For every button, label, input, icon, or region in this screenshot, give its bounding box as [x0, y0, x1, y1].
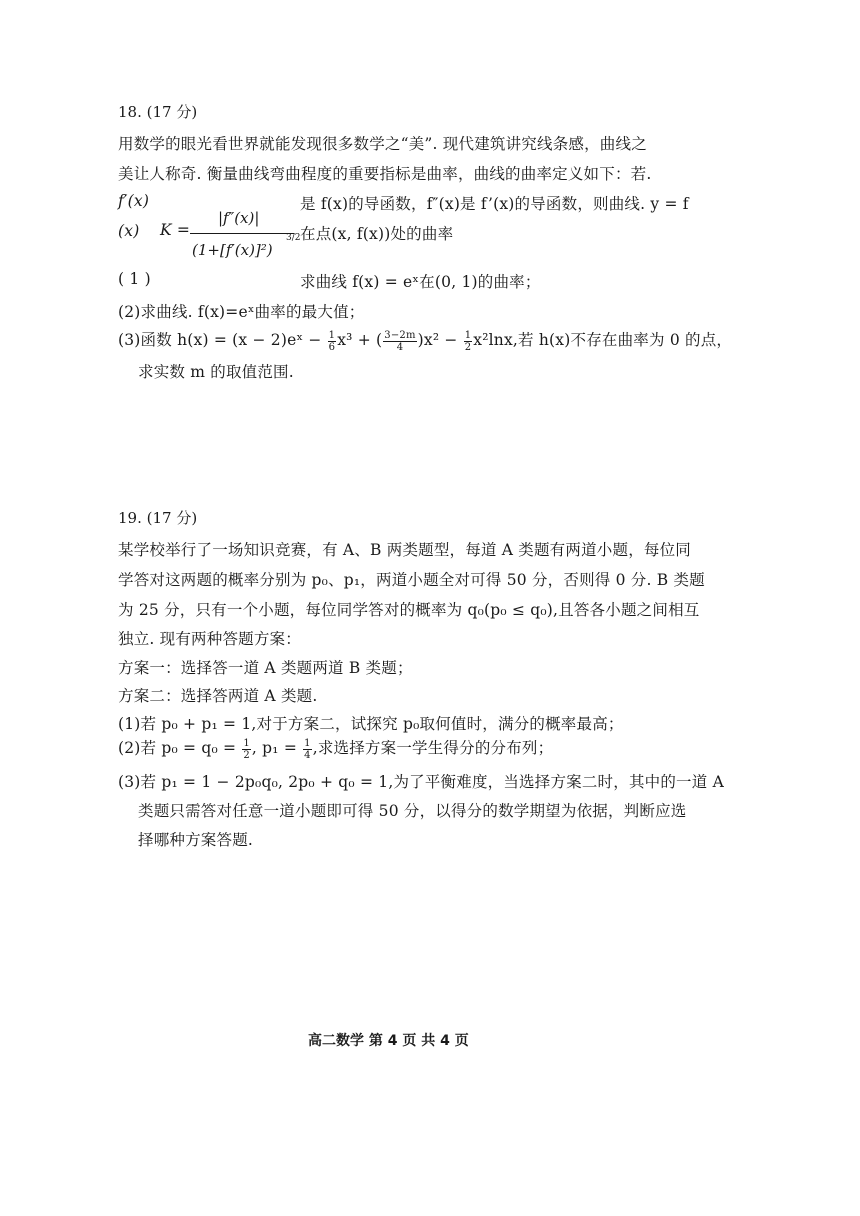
q18-part3-frac1 — [328, 330, 337, 353]
q19-heading: 19. (17 分) — [118, 509, 198, 527]
q19-part2 — [118, 736, 553, 761]
k-denominator: (1+[f′(x)]²) — [192, 241, 273, 259]
q19-part3-line1: (3)若 p₁ = 1 − 2p₀q₀, 2p₀ + q₀ = 1,为了平衡难度，当选择方案二时，其中的一道 A — [118, 773, 724, 791]
frac2-numerator: 1 — [304, 737, 311, 749]
q18-part1-label: ( 1 ) — [118, 270, 151, 288]
q18-part3 — [118, 328, 732, 353]
q19-line2: 学答对这两题的概率分别为 p₀、p₁，两道小题全对可得 50 分，否则得 0 分. B 类题 — [118, 571, 705, 589]
q19-part1: (1)若 p₀ + p₁ = 1,对于方案二，试探究 p₀取何值时，满分的概率最高； — [118, 715, 624, 733]
q18-line1: 用数学的眼光看世界就能发现很多数学之“美”. 现代建筑讲究线条感，曲线之 — [118, 135, 647, 153]
q19-plan2: 方案二：选择答两道 A 类题. — [118, 687, 318, 705]
frac1-denominator: 2 — [243, 749, 250, 761]
q19-part3-line2: 类题只需答对任意一道小题即可得 50 分，以得分的数学期望为依据，判断应选 — [138, 802, 687, 820]
q19-line3: 为 25 分，只有一个小题，每位同学答对的概率为 q₀(p₀ ≤ q₀),且答各小题之间相互 — [118, 601, 700, 619]
frac2-denominator: 4 — [396, 341, 404, 353]
q18-line4-left: (x) — [118, 222, 140, 240]
q19-part2-frac1 — [242, 738, 251, 761]
q19-part2-frac2 — [303, 738, 312, 761]
k-exponent: 3/2 — [286, 233, 301, 243]
frac3-numerator: 1 — [464, 329, 472, 341]
q18-part3-cont: 求实数 m 的取值范围. — [138, 363, 294, 381]
q18-heading: 18. (17 分) — [118, 103, 198, 121]
frac2-numerator: 3−2m — [384, 329, 416, 341]
q19-line1: 某学校举行了一场知识竞赛，有 A、B 两类题型，每道 A 类题有两道小题，每位同 — [118, 541, 691, 559]
page-footer: 高二数学 第 4 页 共 4 页 — [308, 1033, 469, 1049]
frac1-numerator: 1 — [243, 737, 250, 749]
q19-plan1: 方案一：选择答一道 A 类题两道 B 类题； — [118, 659, 413, 677]
q18-line4-right: 在点(x, f(x))处的曲率 — [300, 225, 454, 243]
k-fraction-bar — [190, 233, 294, 234]
q18-line2: 美让人称奇. 衡量曲线弯曲程度的重要指标是曲率，曲线的曲率定义如下：若. — [118, 165, 652, 183]
q19-part2-c: ,求选择方案一学生得分的分布列； — [312, 739, 554, 757]
q18-line3-left: f′(x) — [118, 192, 150, 210]
q18-part1-text: 求曲线 f(x) = eˣ在(0, 1)的曲率； — [300, 273, 541, 291]
q19-line4: 独立. 现有两种答题方案： — [118, 630, 301, 648]
q18-part3-d: x²lnx,若 h(x)不存在曲率为 0 的点， — [473, 331, 733, 349]
q19-part2-b: , p₁ = — [251, 739, 303, 757]
frac1-numerator: 1 — [328, 329, 336, 341]
curvature-formula — [160, 205, 300, 280]
frac3-denominator: 2 — [464, 341, 472, 353]
q18-part3-b: x³ + ( — [337, 331, 383, 349]
q18-part2: (2)求曲线. f(x)=eˣ曲率的最大值； — [118, 303, 365, 321]
q18-line3-right: 是 f(x)的导函数，f″(x)是 f’(x)的导函数，则曲线. y = f — [300, 195, 689, 213]
frac1-denominator: 6 — [328, 341, 336, 353]
q19-part2-a: (2)若 p₀ = q₀ = — [118, 739, 242, 757]
frac2-denominator: 4 — [304, 749, 311, 761]
q18-part3-frac2 — [383, 330, 416, 353]
k-label: K = — [160, 221, 191, 239]
k-numerator: |f″(x)| — [218, 209, 260, 227]
q19-part3-line3: 择哪种方案答题. — [138, 831, 254, 849]
q18-part3-frac3 — [464, 330, 473, 353]
q18-part3-a: (3)函数 h(x) = (x − 2)eˣ − — [118, 331, 327, 349]
q18-part3-c: )x² − — [417, 331, 463, 349]
